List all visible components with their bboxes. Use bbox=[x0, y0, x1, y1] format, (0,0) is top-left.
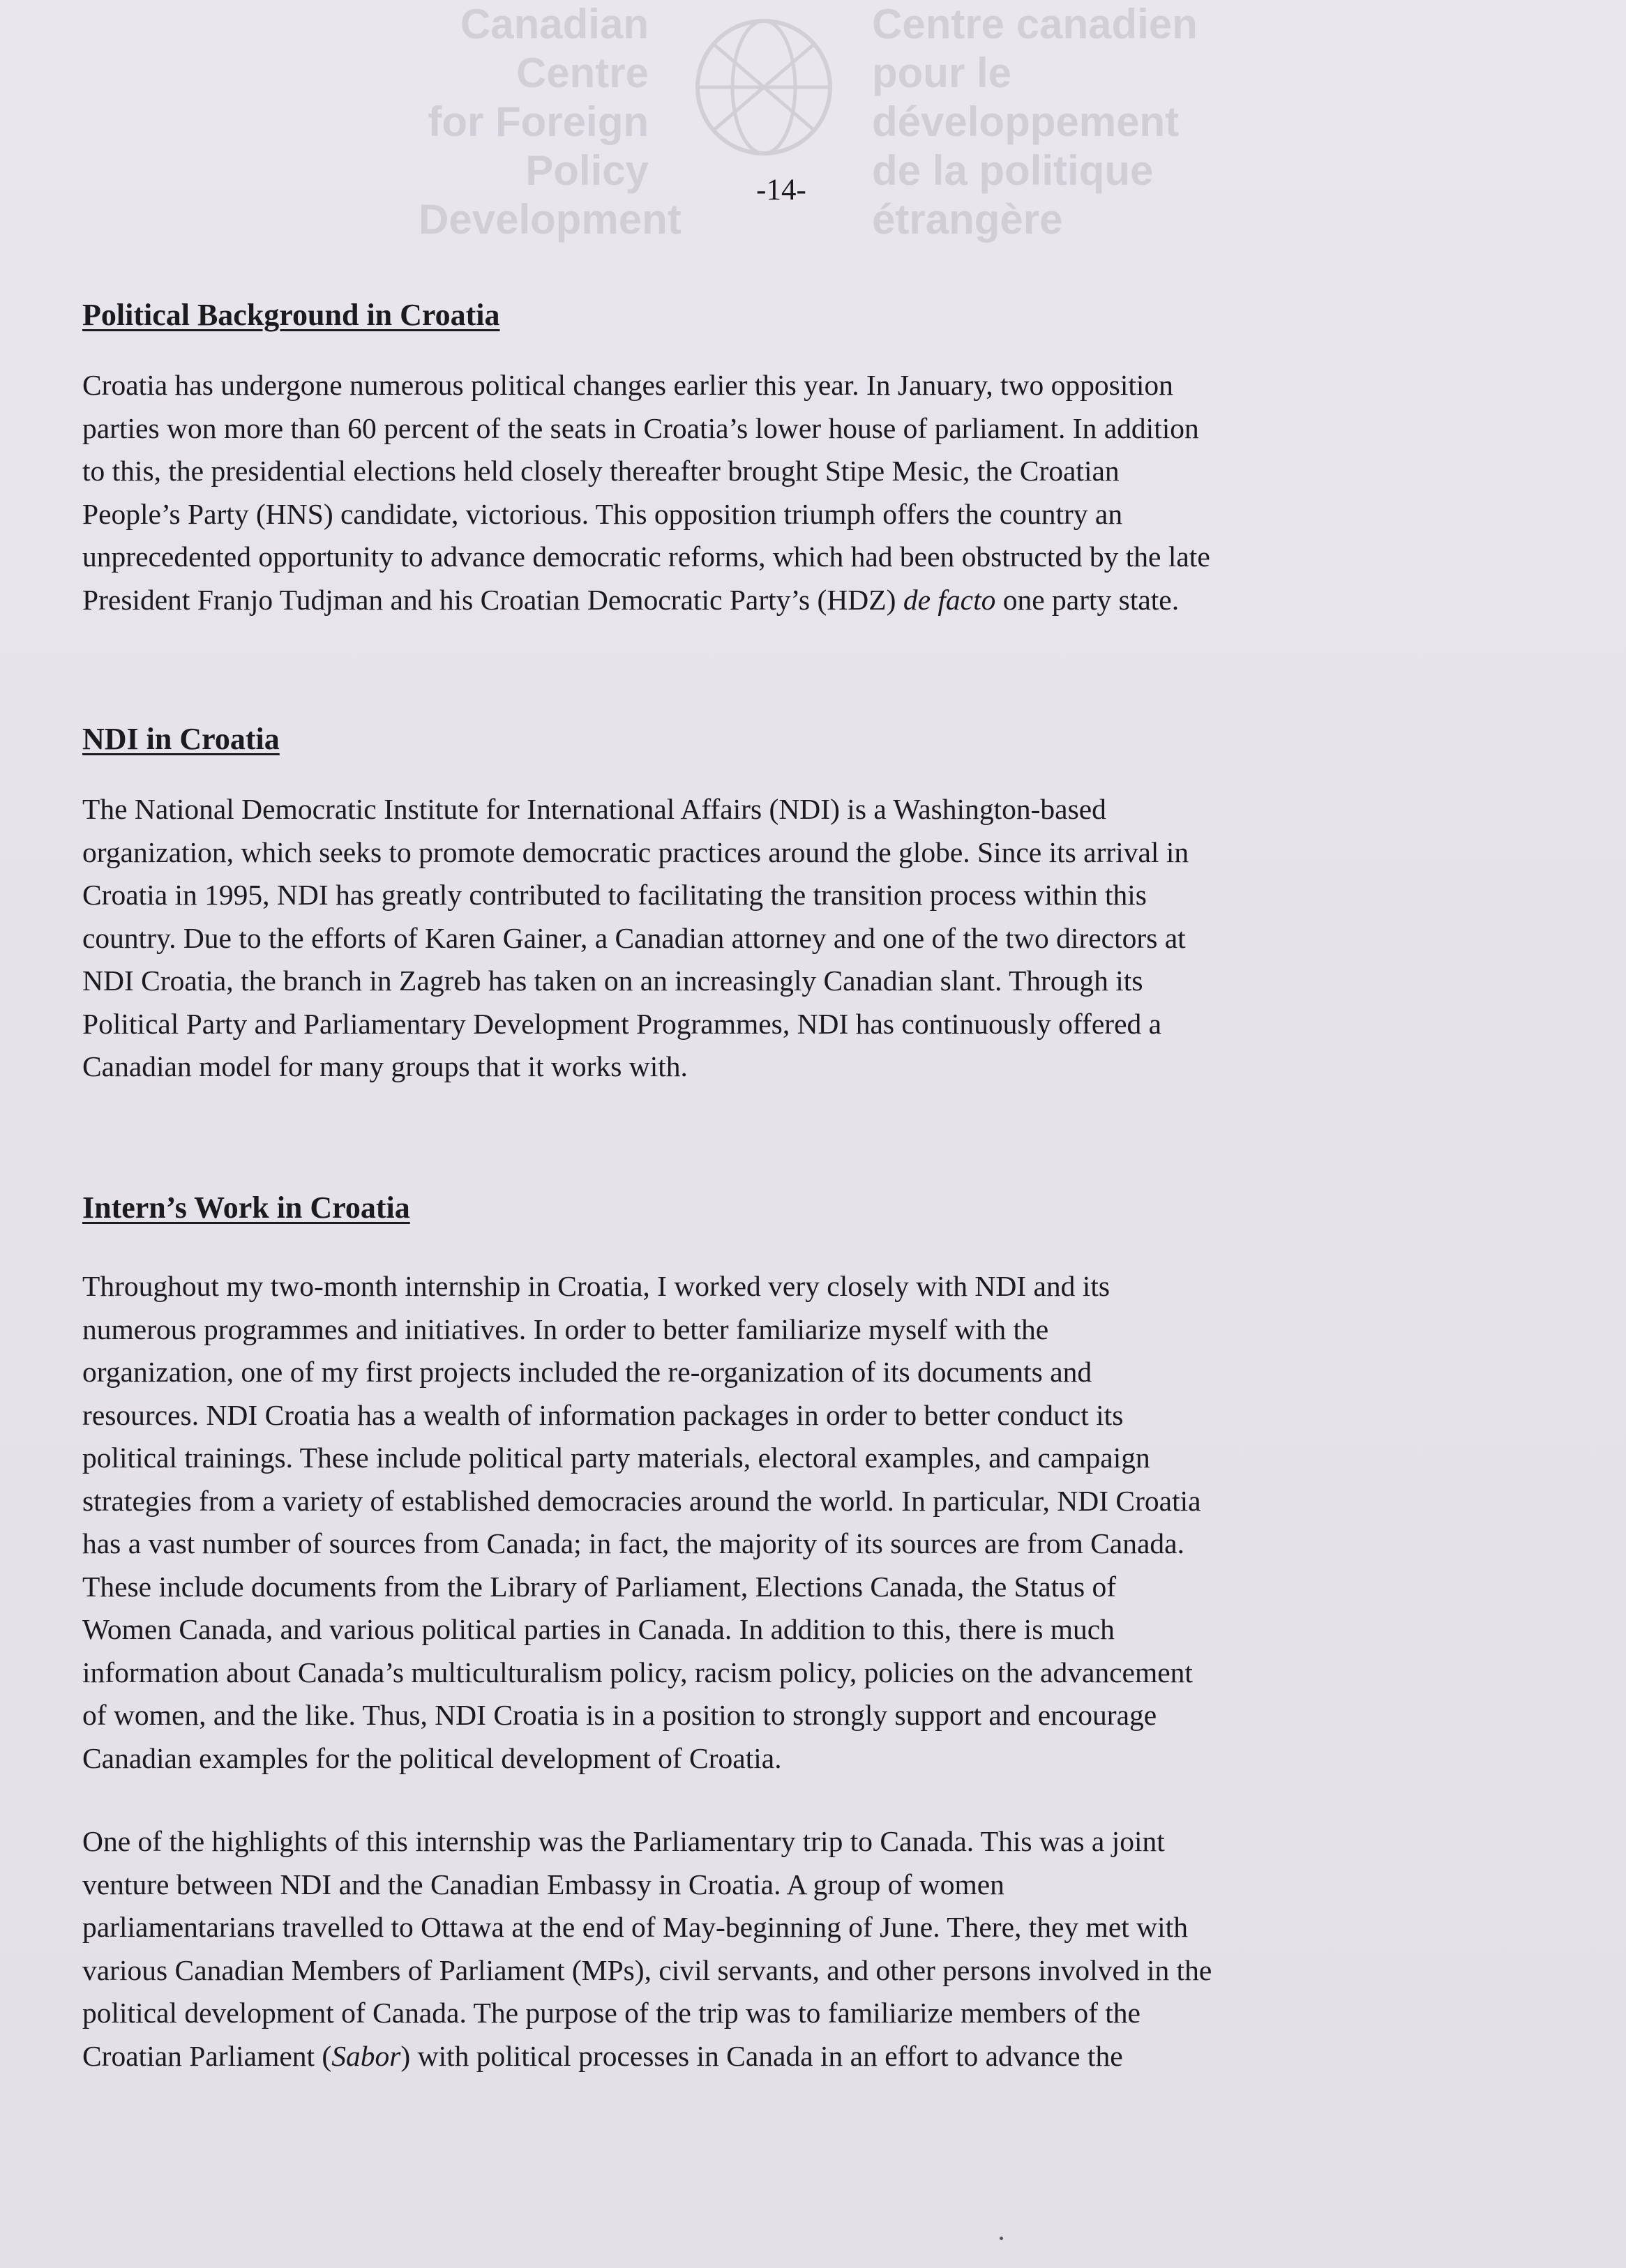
section-ndi-in-croatia bbox=[82, 718, 1477, 1089]
paragraph-line: has a vast number of sources from Canada; in fact, the majority of its sources are from Canada. bbox=[82, 1527, 1184, 1559]
paragraph-line: unprecedented opportunity to advance democratic reforms, which had been obstructed by the late bbox=[82, 540, 1210, 573]
line-text: ) with political processes in Canada in an effort to advance the bbox=[400, 2039, 1123, 2072]
section-political-background bbox=[82, 294, 1477, 621]
paragraph-line: information about Canada’s multiculturalism policy, racism policy, policies on the advancement bbox=[82, 1656, 1193, 1688]
paragraph bbox=[82, 1265, 1477, 1780]
paragraph-line bbox=[82, 579, 1477, 622]
paragraph-line: numerous programmes and initiatives. In order to better familiarize myself with the bbox=[82, 1313, 1049, 1345]
section-heading: Intern’s Work in Croatia bbox=[82, 1190, 410, 1225]
paragraph-line: venture between NDI and the Canadian Embassy in Croatia. A group of women bbox=[82, 1868, 1004, 1900]
paragraph-line: Croatia in 1995, NDI has greatly contributed to facilitating the transition process within this bbox=[82, 879, 1147, 911]
paragraph-line: country. Due to the efforts of Karen Gainer, a Canadian attorney and one of the two directors at bbox=[82, 921, 1186, 954]
globe-emblem-icon bbox=[691, 14, 837, 160]
paragraph-line: Throughout my two-month internship in Croatia, I worked very closely with NDI and its bbox=[82, 1270, 1111, 1302]
paragraph bbox=[82, 364, 1477, 621]
watermark-french-name: Centre canadien pour le développement de la politique étrangère bbox=[872, 1, 1198, 243]
paragraph-line: political trainings. These include political party materials, electoral examples, and campaign bbox=[82, 1442, 1150, 1474]
paragraph-line: organization, which seeks to promote democratic practices around the globe. Since its arrival in bbox=[82, 836, 1189, 868]
page-number: -14- bbox=[756, 174, 806, 206]
line-text: President Franjo Tudjman and his Croatian Democratic Party’s (HDZ) bbox=[82, 583, 903, 616]
paragraph-line: Canadian examples for the political development of Croatia. bbox=[82, 1741, 782, 1774]
paragraph bbox=[82, 788, 1477, 1089]
paragraph-line: parliamentarians travelled to Ottawa at the end of May-beginning of June. There, they met with bbox=[82, 1911, 1188, 1943]
italic-term: Sabor bbox=[331, 2039, 401, 2072]
section-heading: NDI in Croatia bbox=[82, 722, 280, 756]
paragraph-line: NDI Croatia, the branch in Zagreb has taken on an increasingly Canadian slant. Through its bbox=[82, 965, 1143, 997]
section-interns-work bbox=[82, 1187, 1477, 2078]
paragraph-line: Political Party and Parliamentary Development Programmes, NDI has continuously offered a bbox=[82, 1007, 1162, 1040]
paragraph-line: various Canadian Members of Parliament (MPs), civil servants, and other persons involved in the bbox=[82, 1953, 1212, 1986]
paragraph-line: These include documents from the Library of Parliament, Elections Canada, the Status of bbox=[82, 1570, 1117, 1603]
paragraph-line: The National Democratic Institute for International Affairs (NDI) is a Washington-based bbox=[82, 793, 1106, 825]
paragraph-line: to this, the presidential elections held closely thereafter brought Stipe Mesic, the Croatian bbox=[82, 455, 1120, 487]
paragraph-line: resources. NDI Croatia has a wealth of information packages in order to better conduct its bbox=[82, 1398, 1124, 1431]
speck-mark bbox=[1000, 2237, 1003, 2240]
paragraph-line: political development of Canada. The purpose of the trip was to familiarize members of the bbox=[82, 1997, 1141, 2029]
paragraph-line: Canadian model for many groups that it works with. bbox=[82, 1050, 688, 1082]
paragraph-line bbox=[82, 2035, 1477, 2078]
watermark-english-name: Canadian Centre for Foreign Policy Development bbox=[419, 1, 682, 243]
italic-term: de facto bbox=[903, 583, 996, 616]
section-heading: Political Background in Croatia bbox=[82, 298, 500, 332]
paragraph-line: organization, one of my first projects included the re-organization of its documents and bbox=[82, 1356, 1092, 1388]
paragraph-line: parties won more than 60 percent of the seats in Croatia’s lower house of parliament. In addition bbox=[82, 411, 1199, 444]
line-text: Croatian Parliament ( bbox=[82, 2039, 332, 2072]
paragraph-line: Croatia has undergone numerous political changes earlier this year. In January, two opposition bbox=[82, 369, 1173, 401]
paragraph-line: of women, and the like. Thus, NDI Croatia is in a position to strongly support and encourage bbox=[82, 1699, 1157, 1731]
paragraph-line: One of the highlights of this internship was the Parliamentary trip to Canada. This was a joint bbox=[82, 1825, 1165, 1857]
paragraph-line: Women Canada, and various political parties in Canada. In addition to this, there is much bbox=[82, 1613, 1115, 1645]
line-text: one party state. bbox=[995, 583, 1180, 616]
paragraph-line: strategies from a variety of established democracies around the world. In particular, NDI Croatia bbox=[82, 1484, 1201, 1517]
paragraph bbox=[82, 1820, 1477, 2078]
paragraph-line: People’s Party (HNS) candidate, victorious. This opposition triumph offers the country an bbox=[82, 497, 1123, 530]
